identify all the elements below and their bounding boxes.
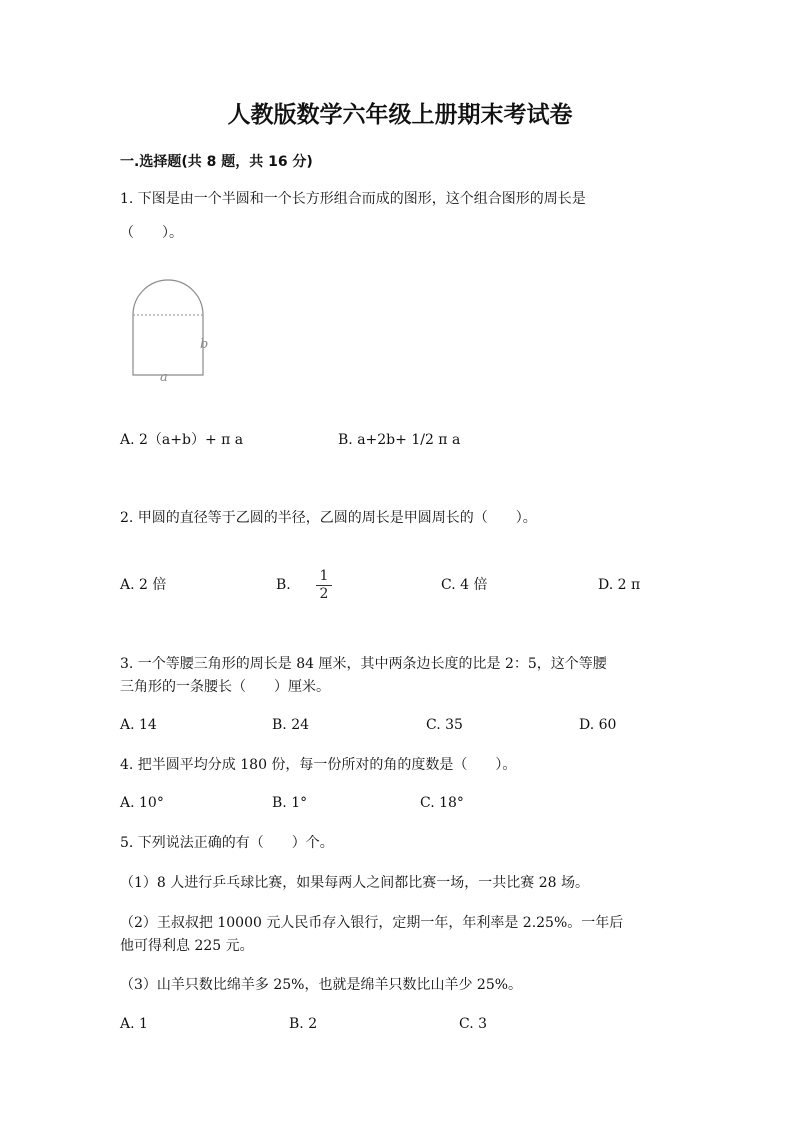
question-1-text: 1. 下图是由一个半圆和一个长方形组合而成的图形，这个组合图形的周长是 — [120, 191, 586, 207]
fraction-denominator: 2 — [319, 586, 329, 602]
q2-option-d[interactable]: D. 2 π — [598, 577, 641, 593]
section-heading: 一.选择题(共 8 题，共 16 分) — [120, 154, 313, 170]
q3-option-c[interactable]: C. 35 — [426, 717, 463, 733]
q2-option-b-fraction — [316, 569, 332, 602]
q4-option-b[interactable]: B. 1° — [272, 795, 308, 811]
q5-statement-2-cont: 他可得利息 225 元。 — [120, 938, 254, 954]
side-label-b: b — [200, 337, 209, 352]
fraction-numerator: 1 — [319, 568, 329, 584]
question-3-text: 3. 一个等腰三角形的周长是 84 厘米，其中两条边长度的比是 2：5，这个等腰 — [120, 656, 607, 672]
semicircle-rectangle-diagram — [120, 275, 220, 387]
question-4-text: 4. 把半圆平均分成 180 份，每一份所对的角的度数是（ ）。 — [120, 757, 517, 773]
q1-option-a[interactable]: A. 2（a+b）+ π a — [120, 432, 244, 448]
question-1-blank: （ ）。 — [120, 225, 183, 241]
q4-option-c[interactable]: C. 18° — [420, 795, 464, 811]
q5-statement-3: （3）山羊只数比绵羊多 25%，也就是绵羊只数比山羊少 25%。 — [120, 977, 523, 993]
q5-option-c[interactable]: C. 3 — [459, 1016, 488, 1032]
q2-option-a[interactable]: A. 2 倍 — [120, 577, 167, 593]
side-label-a: a — [160, 370, 168, 385]
q5-option-a[interactable]: A. 1 — [120, 1016, 148, 1032]
q1-option-b[interactable]: B. a+2b+ 1/2 π a — [338, 432, 461, 448]
question-3-text-cont: 三角形的一条腰长（ ）厘米。 — [120, 679, 330, 695]
q4-option-a[interactable]: A. 10° — [120, 795, 164, 811]
q2-option-c[interactable]: C. 4 倍 — [441, 577, 488, 593]
q5-option-b[interactable]: B. 2 — [289, 1016, 318, 1032]
q3-option-a[interactable]: A. 14 — [120, 717, 157, 733]
page-title: 人教版数学六年级上册期末考试卷 — [227, 102, 573, 128]
question-1-figure — [120, 275, 220, 391]
q3-option-b[interactable]: B. 24 — [272, 717, 310, 733]
q5-statement-1: （1）8 人进行乒乓球比赛，如果每两人之间都比赛一场，一共比赛 28 场。 — [120, 875, 589, 891]
question-2-text: 2. 甲圆的直径等于乙圆的半径，乙圆的周长是甲圆周长的（ ）。 — [120, 510, 537, 526]
q5-statement-2: （2）王叔叔把 10000 元人民币存入银行，定期一年，年利率是 2.25%。一年后 — [120, 915, 624, 931]
question-5-text: 5. 下列说法正确的有（ ）个。 — [120, 835, 334, 851]
q3-option-d[interactable]: D. 60 — [579, 717, 617, 733]
q2-option-b[interactable]: B. — [276, 577, 291, 593]
